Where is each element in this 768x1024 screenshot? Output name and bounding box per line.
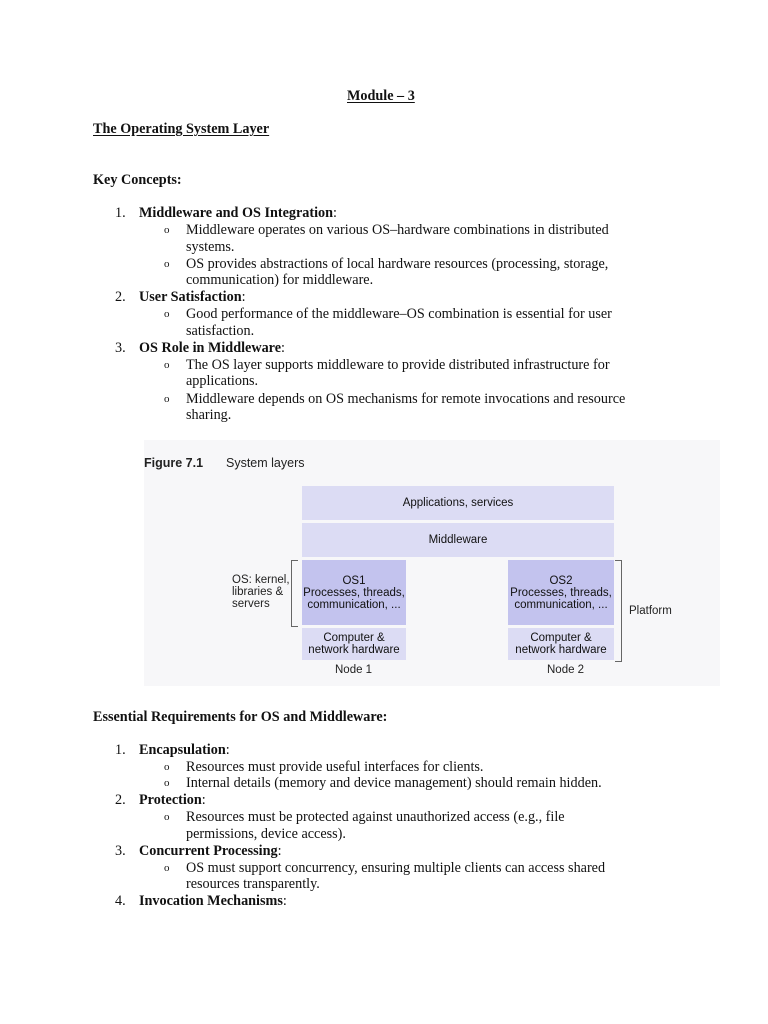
hardware-box-node2: [508, 628, 614, 660]
os-label-line: OS: kernel,: [232, 574, 290, 586]
node1-label: Node 1: [335, 664, 373, 676]
item-title-text: OS Role in Middleware: [139, 340, 282, 356]
bullet-glyph: o: [164, 308, 170, 320]
bullet-glyph: o: [164, 393, 170, 405]
colon: :: [281, 340, 285, 356]
list-item-title: [139, 289, 246, 306]
colon: :: [333, 205, 337, 221]
platform-label: Platform: [629, 605, 672, 617]
bullet-line: sharing.: [186, 407, 232, 423]
os-bracket: [291, 560, 298, 627]
applications-layer: [302, 486, 614, 520]
list-item-title: [139, 205, 337, 222]
list-item-title: [139, 340, 285, 357]
list-number: 1.: [115, 742, 126, 758]
colon: :: [241, 289, 246, 305]
bullet-line: systems.: [186, 239, 235, 255]
bullet-line: OS provides abstractions of local hardware resources (processing, storage,: [186, 256, 609, 272]
hardware-line: network hardware: [515, 644, 607, 656]
list-number: 2.: [115, 289, 126, 305]
bullet-line: Resources must provide useful interfaces for clients.: [186, 759, 484, 775]
bullet-glyph: o: [164, 862, 170, 874]
colon: :: [282, 893, 287, 909]
bullet-glyph: o: [164, 811, 170, 823]
figure-number: Figure 7.1: [144, 456, 204, 470]
list-item-title: [139, 843, 282, 860]
os1-title: OS1: [342, 574, 366, 587]
bullet-glyph: o: [164, 224, 170, 236]
bullet-glyph: o: [164, 258, 170, 270]
item-title-text: User Satisfaction: [139, 289, 242, 305]
middleware-layer: [302, 523, 614, 557]
colon: :: [277, 843, 282, 859]
bullet-line: Resources must be protected against unauthorized access (e.g., file: [186, 809, 565, 825]
bullet-line: OS must support concurrency, ensuring multiple clients can access shared: [186, 860, 606, 876]
item-title-text: Middleware and OS Integration: [139, 205, 334, 221]
os-kernel-label: [232, 574, 290, 610]
node2-label: Node 2: [547, 664, 585, 676]
hardware-line: network hardware: [308, 644, 400, 656]
item-title-text: Concurrent Processing: [139, 843, 278, 859]
requirements-heading: Essential Requirements for OS and Middleware:: [93, 709, 388, 725]
list-item-title: [139, 893, 287, 910]
system-layers-figure: [144, 440, 720, 686]
hardware-line: Computer &: [530, 632, 592, 644]
bullet-glyph: o: [164, 777, 170, 789]
module-title: Module – 3: [347, 88, 415, 104]
bullet-line: satisfaction.: [186, 323, 255, 339]
hardware-line: Computer &: [323, 632, 385, 644]
os1-line: communication, ...: [307, 598, 401, 611]
bullet-line: communication) for middleware.: [186, 272, 374, 288]
applications-label: Applications, services: [402, 497, 514, 509]
bullet-line: The OS layer supports middleware to provide distributed infrastructure for: [186, 357, 610, 373]
list-number: 2.: [115, 792, 126, 808]
os2-line: Processes, threads,: [510, 586, 612, 599]
bullet-line: Good performance of the middleware–OS combination is essential for user: [186, 306, 612, 322]
os2-box: [508, 560, 614, 625]
bullet-line: applications.: [186, 373, 259, 389]
os-label-line: servers: [232, 598, 270, 610]
bullet-line: Middleware depends on OS mechanisms for remote invocations and resource: [186, 391, 626, 407]
os1-box: [302, 560, 406, 625]
list-item-title: [139, 792, 206, 809]
section-title: The Operating System Layer: [93, 121, 270, 137]
os2-title: OS2: [549, 574, 573, 587]
os-label-line: libraries &: [232, 586, 284, 598]
colon: :: [201, 792, 206, 808]
os2-line: communication, ...: [514, 598, 608, 611]
platform-bracket: [615, 560, 622, 662]
item-title-text: Protection: [139, 792, 202, 808]
os1-line: Processes, threads,: [303, 586, 405, 599]
bullet-glyph: o: [164, 761, 170, 773]
figure-caption: System layers: [226, 456, 305, 470]
list-number: 1.: [115, 205, 126, 221]
colon: :: [225, 742, 230, 758]
list-item-title: [139, 742, 230, 759]
list-number: 3.: [115, 340, 126, 356]
bullet-line: resources transparently.: [186, 876, 320, 892]
key-concepts-heading: Key Concepts:: [93, 172, 182, 188]
list-number: 3.: [115, 843, 126, 859]
bullet-line: permissions, device access).: [186, 826, 346, 842]
bullet-line: Internal details (memory and device management) should remain hidden.: [186, 775, 602, 791]
middleware-label: Middleware: [428, 534, 488, 546]
bullet-line: Middleware operates on various OS–hardware combinations in distributed: [186, 222, 609, 238]
hardware-box-node1: [302, 628, 406, 660]
bullet-glyph: o: [164, 359, 170, 371]
item-title-text: Invocation Mechanisms: [139, 893, 283, 909]
list-number: 4.: [115, 893, 126, 909]
item-title-text: Encapsulation: [139, 742, 226, 758]
